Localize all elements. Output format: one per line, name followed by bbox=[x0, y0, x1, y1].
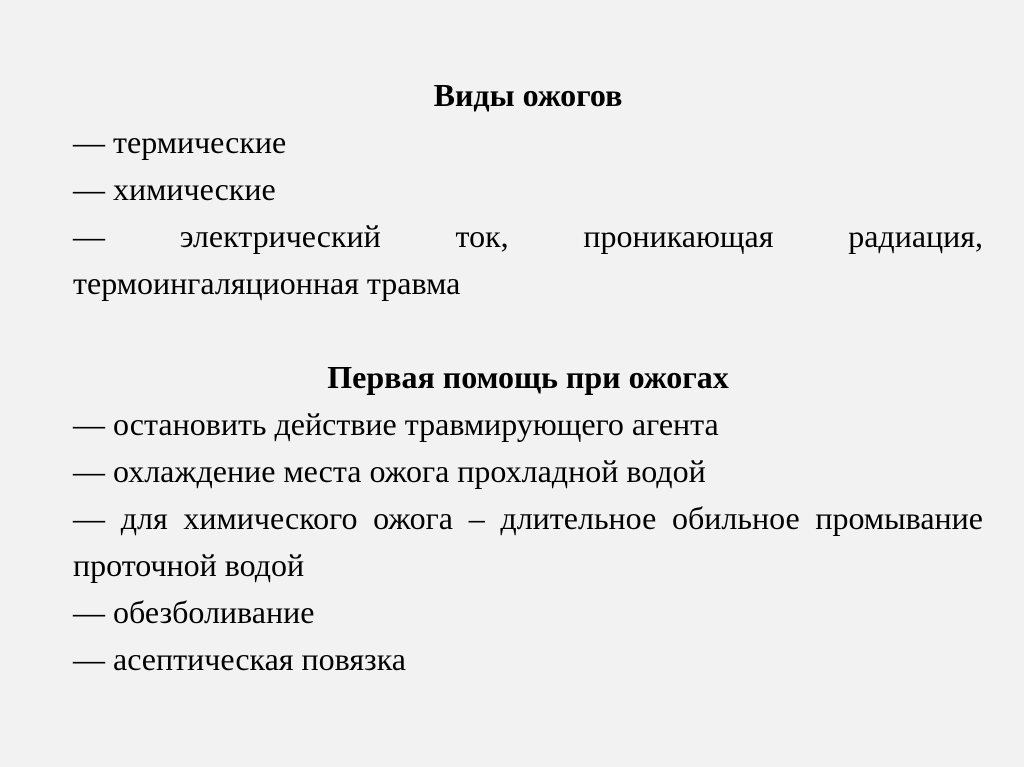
list-item: — для химического ожога – длительное обильное промывание проточной водой bbox=[73, 500, 983, 583]
list-item: — обезболивание bbox=[73, 594, 315, 630]
list-item: — термические bbox=[73, 124, 287, 160]
burn-types-list bbox=[73, 119, 983, 307]
slide-content bbox=[73, 72, 983, 683]
list-item: — электрический ток, проникающая радиация, термоингаляционная травма bbox=[73, 218, 983, 301]
list-item: — охлаждение места ожога прохладной водой bbox=[73, 453, 706, 489]
list-item: — химические bbox=[73, 171, 276, 207]
burn-types-heading: Виды ожогов bbox=[433, 77, 623, 113]
first-aid-heading: Первая помощь при ожогах bbox=[327, 359, 729, 395]
section-spacer bbox=[73, 307, 983, 354]
first-aid-list bbox=[73, 401, 983, 683]
list-item: — асептическая повязка bbox=[73, 641, 406, 677]
list-item: — остановить действие травмирующего агента bbox=[73, 406, 719, 442]
